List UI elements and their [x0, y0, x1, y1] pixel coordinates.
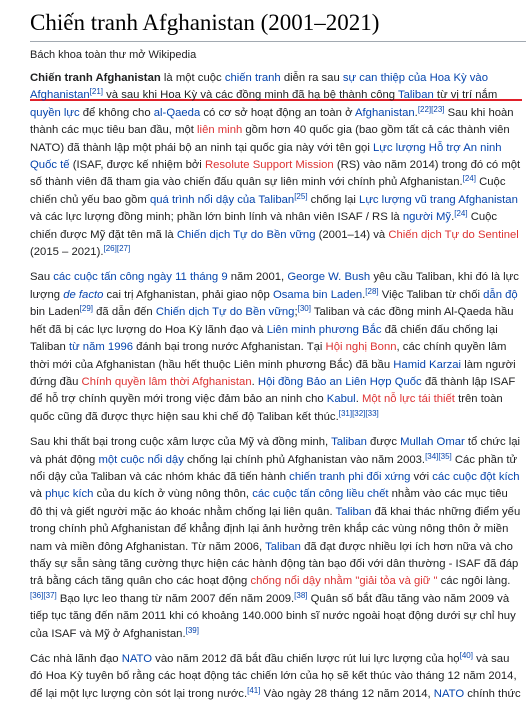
text: từ vị trí nắm	[433, 89, 498, 102]
link-tu-nam-1996[interactable]: từ năm 1996	[68, 341, 134, 354]
citation[interactable]: [21]	[89, 87, 104, 97]
link-no-luc-tai-thiet[interactable]: Một nỗ lực tái thiết	[361, 393, 455, 406]
link-al-qaeda[interactable]: al-Qaeda	[153, 106, 201, 119]
text: đã khai thác những điểm yếu trong chính phủ Afghanistan để khẳng định lại ảnh hưởng trên khắp các vùng nông thôn ở miền nam và miền đông Afghanistan. Từ năm 2006,	[30, 505, 521, 553]
text: vào năm 2012 đã bắt đầu chiến lược rút lui lực lượng của họ	[152, 653, 460, 665]
text: (ISAF, được kế nhiệm bởi	[69, 159, 205, 172]
text: (2015 – 2021).	[30, 246, 104, 259]
link-george-bush[interactable]: George W. Bush	[287, 271, 371, 284]
text: đã thành lập ISAF để hỗ trợ chính quyền mới trong việc đảm bảo an ninh cho	[30, 375, 516, 406]
text: yêu cầu Taliban, khi đó là lực lượng	[30, 271, 519, 301]
text: (RS) vào năm 2014) trong đó có một số thành viên đã tham gia vào chiến đấu quân sự liên minh với chính phủ Afghanistan.	[30, 159, 521, 189]
text: và sau khi Hoa Kỳ và các đồng minh đã hạ bệ thành công	[103, 89, 398, 102]
text: tổ chức lại và phát động	[30, 436, 521, 466]
text: là một cuộc	[160, 72, 225, 84]
text: .	[355, 393, 362, 406]
link-de-facto[interactable]: de facto	[63, 288, 104, 301]
text: Sau khi hoàn thành các mục tiêu ban đầu, một	[30, 106, 514, 137]
link-chien-tranh[interactable]: chiến tranh	[224, 72, 281, 84]
text: Sau khi thất bại trong cuộc xâm lược của Mỹ và đồng minh,	[30, 436, 332, 449]
link-su-can-thiep[interactable]: sự can thiệp của Hoa Kỳ vào Afghanistan	[30, 72, 488, 102]
citation[interactable]: [34][35]	[425, 451, 452, 461]
text: đánh bại trong nước Afghanistan. Tại	[133, 341, 326, 354]
text: Các phần tử nổi dậy của Taliban và các nhóm khác đã tiến hành	[30, 453, 518, 483]
text: Quân số bắt đầu tăng vào năm 2009 và tiếp tục tăng đến năm 2011 khi có khoảng 140.000 binh sĩ nước ngoài hoạt động dưới sự chỉ huy của ISAF và Mỹ ở Afghanistan.	[30, 592, 516, 640]
text: đã dẫn đến	[92, 306, 156, 319]
text: cai trị Afghanistan, phải giao nộp	[103, 288, 273, 301]
link-lien-minh[interactable]: liên minh	[197, 124, 243, 137]
link-chong-noi-day[interactable]: chống nổi dậy nhằm "giải tỏa và giữ "	[250, 575, 438, 588]
article-body	[30, 70, 522, 711]
citation[interactable]: [29]	[79, 304, 93, 314]
link-afghanistan[interactable]: Afghanistan	[355, 106, 415, 119]
text: .	[362, 288, 366, 301]
link-chien-dich-ben-vung[interactable]: Chiến dịch Tự do Bền vững	[155, 306, 295, 319]
text: để không cho	[79, 106, 154, 119]
link-lien-minh-phuong-bac[interactable]: Liên minh phương Bắc	[266, 323, 382, 336]
link-resolute-support[interactable]: Resolute Support Mission	[204, 159, 334, 172]
link-hoi-dong-bao-an[interactable]: Hội đồng Bảo an Liên Hợp Quốc	[257, 375, 422, 388]
text: ;	[294, 306, 298, 319]
citation[interactable]: [26][27]	[103, 244, 131, 254]
link-taliban[interactable]: Taliban	[331, 436, 367, 449]
article-title: Chiến tranh Afghanistan (2001–2021)	[30, 10, 380, 35]
text: Taliban và các đồng minh Al-Qaeda hầu hết đã bị các lực lượng do Hoa Kỳ lãnh đạo và	[30, 306, 514, 336]
link-quyen-luc[interactable]: quyền lực	[30, 106, 80, 119]
text: có cơ sở hoạt động an toàn ở	[200, 106, 355, 119]
text: các ngôi làng.	[437, 575, 511, 588]
text: .	[414, 106, 418, 119]
paragraph-intro	[30, 70, 522, 261]
link-tan-cong-lieu-chet[interactable]: các cuộc tấn công liều chết	[252, 488, 389, 501]
citation[interactable]: [28]	[365, 286, 379, 296]
citation[interactable]: [39]	[185, 625, 199, 635]
text: Cuộc chiến được Mỹ đặt tên mã là	[30, 211, 498, 241]
text: Vào ngày 28 tháng 12 năm 2014,	[260, 687, 434, 700]
citation[interactable]: [36][37]	[30, 590, 57, 600]
link-kabul[interactable]: Kabul	[326, 393, 356, 406]
text: .	[451, 211, 455, 224]
citation[interactable]: [41]	[247, 685, 261, 695]
link-11-thang-9[interactable]: các cuộc tấn công ngày 11 tháng 9	[53, 271, 228, 284]
text: và sau đó Hoa Kỳ tuyên bố rằng các hoạt động tác chiến lớn của họ sẽ kết thúc vào tháng 12 năm 2014, để lại một lực lượng còn sót lại trong nước.	[30, 653, 517, 700]
link-nato[interactable]: NATO	[121, 653, 153, 665]
text: đã đạt được nhiều lợi ích hơn nữa và cho thấy sự sẵn sàng tăng cường thực hiện các hành động tàn bạo đối với dân thường - ISAF đã đáp trả bằng cách tăng quân cho các hoạt động	[30, 540, 519, 588]
text: Cuộc chiến chủ yếu bao gồm	[30, 176, 506, 206]
text: chính thức	[464, 687, 521, 700]
link-osama-bin-laden[interactable]: Osama bin Laden	[272, 288, 363, 301]
article-subject: Chiến tranh Afghanistan	[30, 72, 161, 84]
text: nhằm vào các mục tiêu đô thị và giết người mặc áo khoác nhằm chống lại liên quân.	[30, 488, 508, 518]
text: đã chiến đấu chống lại Taliban	[30, 323, 498, 354]
link-cuoc-noi-day[interactable]: một cuộc nổi dậy	[98, 453, 184, 466]
link-luc-luong-vu-trang[interactable]: Lực lượng vũ trang Afghanistan	[359, 193, 518, 206]
title-divider	[30, 41, 526, 42]
text: được	[366, 436, 401, 449]
text: Sau	[30, 271, 54, 284]
text: và	[30, 488, 46, 501]
link-chien-dich-ben-vung[interactable]: Chiến dịch Tự do Bền vững	[176, 228, 316, 241]
link-nato[interactable]: NATO	[433, 687, 465, 700]
link-nguoi-my[interactable]: người Mỹ	[402, 211, 452, 224]
link-dan-do[interactable]: dẫn độ	[483, 288, 518, 301]
link-taliban[interactable]: Taliban	[397, 89, 434, 102]
citation[interactable]: [24]	[462, 174, 476, 184]
paragraph-insurgency	[30, 434, 522, 643]
text: bin Laden	[30, 306, 80, 319]
paragraph-withdrawal	[30, 651, 522, 703]
link-taliban[interactable]: Taliban	[335, 505, 372, 518]
citation[interactable]: [40]	[459, 651, 473, 660]
text: chống lại chính phủ Afghanistan vào năm 2003.	[183, 453, 426, 466]
link-dot-kich[interactable]: các cuộc đột kích	[432, 470, 520, 483]
text: với	[410, 470, 433, 483]
text: trên toàn quốc cũng đã được thực hiện sau khi chế độ Taliban kết thúc.	[30, 393, 503, 423]
citation[interactable]: [25]	[294, 191, 308, 201]
text: năm 2001,	[227, 271, 288, 284]
link-chien-tranh-phi-doi-xung[interactable]: chiến tranh phi đối xứng	[289, 470, 411, 483]
link-phuc-kich[interactable]: phục kích	[45, 488, 94, 501]
text: chống lại	[307, 193, 360, 206]
text: của du kích ở vùng nông thôn,	[93, 488, 253, 501]
link-chinh-quyen-lam-thoi[interactable]: Chính quyền lâm thời Afghanistan	[81, 375, 252, 388]
citation[interactable]: [22][23]	[417, 104, 445, 114]
paragraph-background	[30, 269, 522, 426]
text: Các nhà lãnh đạo	[30, 653, 122, 665]
link-mullah-omar[interactable]: Mullah Omar	[400, 436, 465, 449]
text: và các lực lượng đồng minh; phần lớn binh lính và nhân viên ISAF / RS là	[30, 211, 403, 224]
text: làm người đứng đầu	[30, 358, 516, 388]
text: Bạo lực leo thang từ năm 2007 đến năm 2009.	[56, 592, 295, 605]
text: Việc Taliban từ chối	[378, 288, 484, 301]
text: gồm hơn 40 quốc gia (bao gồm tất cả các thành viên NATO) đã thành lập một phái bộ an ninh tại quốc gia này với tên gọi	[30, 124, 510, 154]
link-hoi-nghi-bonn[interactable]: Hội nghị Bonn	[325, 341, 397, 354]
link-hamid-karzai[interactable]: Hamid Karzai	[393, 358, 462, 371]
citation[interactable]: [30]	[297, 304, 311, 314]
text: , các chính quyền lâm thời mới của Afghanistan (hầu hết thuộc Liên minh phương Bắc) đã bầu	[30, 341, 507, 371]
text: .	[251, 375, 258, 388]
citation[interactable]: [31][32][33]	[338, 408, 379, 418]
text: diễn ra sau	[280, 72, 343, 84]
link-isaf[interactable]: Lực lượng Hỗ trợ An ninh Quốc tế	[30, 141, 502, 172]
link-taliban[interactable]: Taliban	[265, 540, 301, 553]
link-chien-dich-sentinel[interactable]: Chiến dịch Tự do Sentinel	[388, 228, 519, 241]
citation[interactable]: [24]	[454, 209, 468, 219]
article-subtitle: Bách khoa toàn thư mở Wikipedia	[30, 49, 197, 61]
citation[interactable]: [38]	[294, 590, 308, 600]
link-noi-day-taliban[interactable]: quá trình nổi dậy của Taliban	[149, 193, 295, 206]
text: (2001–14) và	[315, 228, 389, 241]
